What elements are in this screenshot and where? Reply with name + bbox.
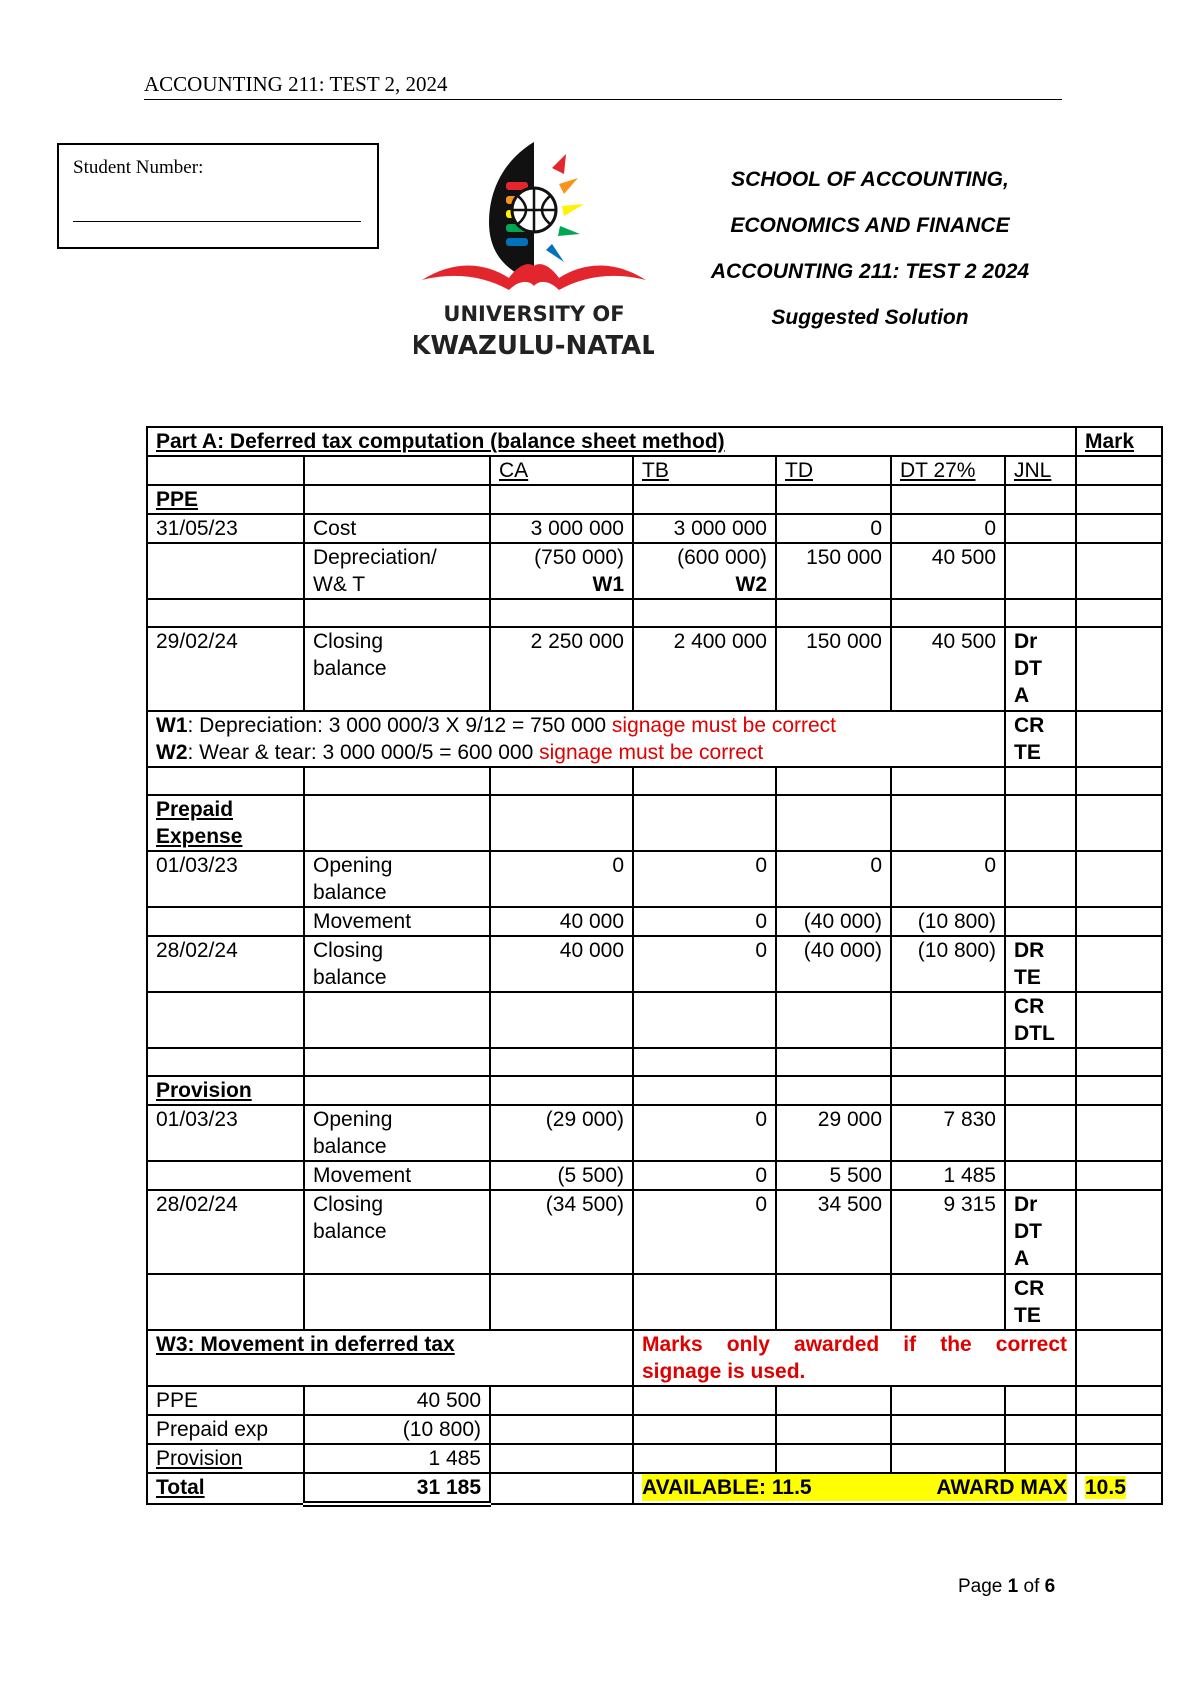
td-cell: 0 [776,851,891,907]
table-row [147,514,1162,543]
table-row [147,907,1162,936]
date-cell: 28/02/24 [147,936,304,992]
jnl-cell: Dr DT A [1005,627,1076,711]
student-number-line [73,221,361,222]
desc-cell: Closing balance [304,1190,490,1274]
table-row [147,1076,1162,1105]
td-cell: (40 000) [776,907,891,936]
dt-cell: 0 [891,851,1005,907]
date-cell: 28/02/24 [147,1190,304,1274]
table-row [147,767,1162,795]
available-summary [633,1473,1076,1504]
logo-line-1: UNIVERSITY OF [443,302,625,326]
w2-ref: W2 [735,573,767,596]
desc-cell: Depreciation/ W& T [304,543,490,599]
desc-cell: Opening balance [304,1105,490,1161]
ca-cell: 40 000 [490,907,633,936]
workings-cell: W1: Depreciation: 3 000 000/3 X 9/12 = 750 000 signage must be correct W2: Wear & tear: 3 000 000/5 = 600 000 signage must be correct [147,711,1005,767]
dt-cell: 40 500 [891,543,1005,599]
table-row [147,1161,1162,1190]
col-ca: CA [490,456,633,485]
td-cell: 150 000 [776,543,891,599]
table-title-row [147,427,1162,456]
student-number-label: Student Number: [73,157,204,178]
signage-warning: Marks only awarded if the correct signage is used. [633,1330,1076,1386]
total-label: Total [147,1473,304,1504]
prepaid-heading: Prepaid Expense [147,795,304,851]
shield-logo-icon [414,140,654,368]
jnl-cell: Dr DT A [1005,1190,1076,1274]
td-cell: 5 500 [776,1161,891,1190]
table-row [147,1444,1162,1473]
workings-row [147,711,1162,767]
tb-cell: 0 [633,936,776,992]
tb-cell: 0 [633,1105,776,1161]
deferred-tax-table [146,426,1163,1507]
mark-header: Mark [1076,427,1162,456]
table-row [147,992,1162,1048]
td-cell: 34 500 [776,1190,891,1274]
desc-cell: Closing balance [304,936,490,992]
signage-note: signage must be correct [611,714,837,737]
table-row [147,1415,1162,1444]
col-jnl: JNL [1005,456,1076,485]
mark-awarded: 10.5 [1076,1473,1162,1504]
col-tb: TB [633,456,776,485]
td-cell: 150 000 [776,627,891,711]
column-header-row [147,456,1162,485]
dt-cell: 1 485 [891,1161,1005,1190]
ca-cell: 2 250 000 [490,627,633,711]
total-value: 31 185 [304,1473,490,1504]
col-dt: DT 27% [891,456,1005,485]
university-logo [414,140,654,368]
page-footer: Page 1 of 6 [958,1576,1056,1597]
jnl-cell: CR DTL [1005,992,1076,1048]
logo-line-2: KWAZULU-NATAL [414,331,654,361]
tb-cell: (600 000) W2 [633,543,776,599]
table-row [147,851,1162,907]
td-cell: (40 000) [776,936,891,992]
w3-value: 1 485 [304,1444,490,1473]
desc-cell: Cost [304,514,490,543]
dt-cell: 0 [891,514,1005,543]
dt-cell: 9 315 [891,1190,1005,1274]
jnl-cell: CR TE [1005,711,1076,767]
jnl-cell: DR TE [1005,936,1076,992]
solution-line: Suggested Solution [771,306,969,329]
ca-cell: (5 500) [490,1161,633,1190]
date-cell: 31/05/23 [147,514,304,543]
jnl-cell: CR TE [1005,1274,1076,1330]
tb-cell: 0 [633,907,776,936]
table-row [147,1048,1162,1076]
date-cell: 01/03/23 [147,851,304,907]
ca-cell: (34 500) [490,1190,633,1274]
table-row [147,795,1162,851]
table-row [147,627,1162,711]
table-row [147,599,1162,627]
table-row [147,1105,1162,1161]
tb-cell: 0 [633,1190,776,1274]
table-row [147,1274,1162,1330]
dt-cell: 40 500 [891,627,1005,711]
table-row [147,543,1162,599]
total-row [147,1473,1162,1504]
desc-cell: Movement [304,1161,490,1190]
w3-label: Prepaid exp [147,1415,304,1444]
running-header: ACCOUNTING 211: TEST 2, 2024 [144,72,1062,100]
award-max: AWARD MAX [936,1476,1067,1499]
td-cell: 0 [776,514,891,543]
school-line-1: SCHOOL OF ACCOUNTING, [731,168,1009,191]
table-row [147,1190,1162,1274]
w3-label: Provision [147,1444,304,1473]
dt-cell: 7 830 [891,1105,1005,1161]
w3-heading-row [147,1330,1162,1386]
provision-heading: Provision [147,1076,304,1105]
ca-cell: 3 000 000 [490,514,633,543]
signage-note: signage must be correct [539,741,764,764]
dt-cell: (10 800) [891,936,1005,992]
ca-cell: (750 000) W1 [490,543,633,599]
student-number-box[interactable] [57,143,379,249]
course-line: ACCOUNTING 211: TEST 2 2024 [710,260,1030,283]
ca-cell: 40 000 [490,936,633,992]
td-cell: 29 000 [776,1105,891,1161]
desc-cell: Opening balance [304,851,490,907]
table-row [147,485,1162,514]
ca-cell: (29 000) [490,1105,633,1161]
tb-cell: 3 000 000 [633,514,776,543]
desc-cell: Movement [304,907,490,936]
tb-cell: 0 [633,851,776,907]
w1-ref: W1 [592,573,624,596]
ppe-heading: PPE [147,485,304,514]
w3-label: PPE [147,1386,304,1415]
table-row [147,1386,1162,1415]
available-marks: AVAILABLE: 11.5 [642,1476,812,1499]
ca-cell: 0 [490,851,633,907]
col-td: TD [776,456,891,485]
w3-value: (10 800) [304,1415,490,1444]
w3-heading: W3: Movement in deferred tax [147,1330,633,1386]
table-title: Part A: Deferred tax computation (balance sheet method) [147,427,1076,456]
date-cell: 29/02/24 [147,627,304,711]
school-title-block [670,157,1070,341]
desc-cell: Closing balance [304,627,490,711]
tb-cell: 2 400 000 [633,627,776,711]
dt-cell: (10 800) [891,907,1005,936]
w3-value: 40 500 [304,1386,490,1415]
date-cell: 01/03/23 [147,1105,304,1161]
tb-cell: 0 [633,1161,776,1190]
table-row [147,936,1162,992]
school-line-2: ECONOMICS AND FINANCE [730,214,1010,237]
